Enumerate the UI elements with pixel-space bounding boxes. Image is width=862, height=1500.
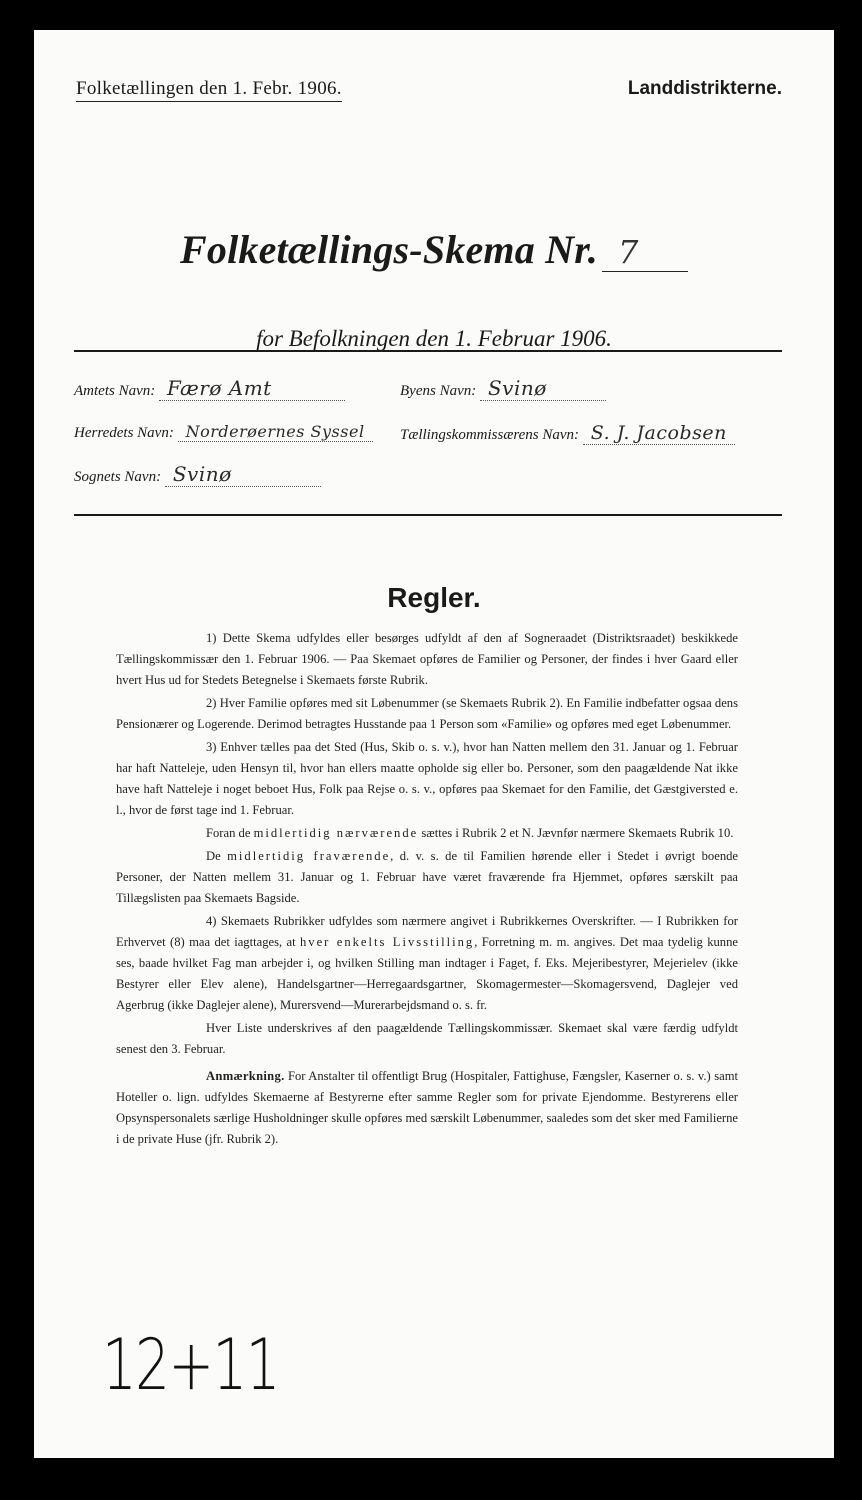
top-divider — [74, 350, 782, 352]
by-value: Svinø — [480, 376, 606, 401]
rule-3: 3) Enhver tælles paa det Sted (Hus, Skib o. s. v.), hvor han Natten mellem den 31. Januar og 1. Februar har haft Natteleje, uden Hensyn til, hvor han ellers maatte opholde sig eller bo. Personer, som den paagældende Nat ikke have haft Natteleje i noget beboet Hus, Folk paa Rejse o. s. v., opføres paa Skemaet for den Familie, det Gæstgiversted e. l., hvor de først tage ind 1. Februar. — [116, 740, 738, 817]
rule-3-absent: De midlertidig fraværende, d. v. s. de til Familien hørende eller i Stedet i øvrigt boende Personer, der Natten mellem 31. Januar og 1. Februar have været fraværende fra Hjemmet, opføres særskilt paa Tillægslisten paa Skemaets Bagside. — [116, 849, 739, 905]
kommissaer-label: Tællingskommissærens Navn: — [400, 427, 580, 443]
rule-1: 1) Dette Skema udfyldes eller besørges udfyldt af den af Sogneraadet (Distriktsraadet) beskikkede Tællingskommissær den 1. Februar 1906. — Paa Skemaet opføres de Familier og Personer, der findes i hver Gaard eller hvert Hus ud for Stedets Betegnelse i Skemaets første Rubrik. — [116, 631, 738, 687]
amt-field — [74, 376, 345, 401]
sogn-field — [74, 462, 321, 487]
rules-note: Anmærkning. For Anstalter til offentligt Brug (Hospitaler, Fattighuse, Fængsler, Kaserner o. s. v.) samt Hoteller o. lign. udfyldes Skemaerne af Bestyrerne efter samme Regler som for private Ejendomme. Bestyrerens eller Opsynspersonalets særlige Husholdninger skulle opføres med særskilt Løbenummer, saaledes som det sker med Familierne i de private Huse (jfr. Rubrik 2). — [116, 1069, 738, 1146]
rules-heading: Regler. — [387, 582, 481, 613]
bottom-divider — [74, 514, 782, 516]
herred-label: Herredets Navn: — [74, 425, 174, 441]
census-date-header: Folketællingen den 1. Febr. 1906. — [76, 78, 342, 102]
sogn-label: Sognets Navn: — [74, 469, 162, 485]
amt-label: Amtets Navn: — [74, 383, 156, 399]
rules-body — [116, 628, 738, 1152]
rule-2: 2) Hver Familie opføres med sit Løbenummer (se Skemaets Rubrik 2). En Familie indbefatter ogsaa dens Pensionærer og Logerende. Derimod betragtes Husstande paa 1 Person som «Familie» og opføres med eget Løbenummer. — [116, 696, 738, 731]
kommissaer-field — [400, 422, 735, 445]
herred-field — [74, 422, 373, 442]
form-subtitle: for Befolkningen den 1. Februar 1906. — [256, 326, 612, 351]
herred-value: Norderøernes Syssel — [178, 422, 373, 442]
by-field — [400, 376, 606, 401]
kommissaer-value: S. J. Jacobsen — [583, 422, 735, 445]
handwritten-count: 12+11 — [102, 1324, 279, 1406]
form-title — [34, 226, 834, 273]
district-type-header: Landdistrikterne. — [627, 78, 782, 99]
rule-4-signature: Hver Liste underskrives af den paagældende Tællingskommissær. Skemaet skal være færdig udfyldt senest den 3. Februar. — [116, 1021, 738, 1056]
rule-4: 4) Skemaets Rubrikker udfyldes som nærmere angivet i Rubrikkernes Overskrifter. — I Rubrikken for Erhvervet (8) maa det iagttages, at hver enkelts Livsstilling, Forretning m. m. angives. Det maa tydelig kunne ses, baade hvilket Fag man arbejder i, og hvilken Stilling man indtager i Faget, f. Eks. Mejeribestyrer, Mejerielev (ikke Bestyrer eller Elev alene), Handelsgartner—Herregaardsgartner, Skomagermester—Skomagersvend, Daglejer ved Agerbrug (ikke Daglejer alene), Murersvend—Murerarbejdsmand o. s. fr. — [116, 914, 738, 1012]
census-form-sheet — [34, 30, 834, 1458]
amt-value: Færø Amt — [159, 376, 345, 401]
sogn-value: Svinø — [165, 462, 321, 487]
rule-3-present: Foran de midlertidig nærværende sættes i Rubrik 2 et N. Jævnfør nærmere Skemaets Rubrik 10. — [206, 826, 734, 840]
form-number: 7 — [602, 233, 688, 272]
form-title-text: Folketællings-Skema Nr. — [180, 227, 598, 272]
by-label: Byens Navn: — [400, 383, 477, 399]
